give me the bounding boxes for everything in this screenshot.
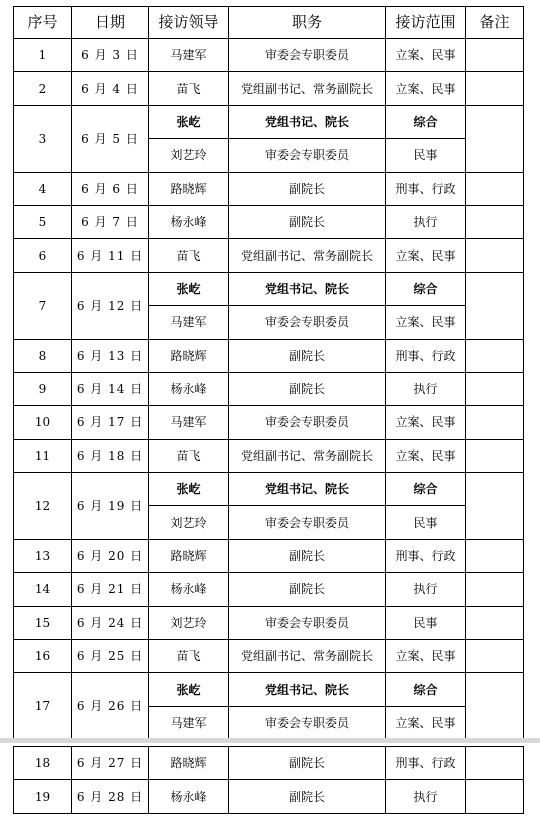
leader-cell: 路晓辉 [149,339,229,372]
scope-cell: 立案、民事 [386,39,466,72]
scope-cell: 立案、民事 [386,439,466,472]
seq-cell: 5 [14,205,72,238]
scope-cell: 综合 [386,673,466,706]
leader-cell: 苗飞 [149,640,229,673]
seq-cell: 16 [14,640,72,673]
remarks-cell [466,640,524,673]
remarks-cell [466,339,524,372]
table-row [14,339,524,372]
remarks-cell [466,439,524,472]
title-cell: 审委会专职委员 [229,506,386,539]
remarks-cell [466,172,524,205]
table-row [14,172,524,205]
table-row [14,673,524,706]
date-cell: 6 月 4 日 [72,72,149,105]
table-row [14,747,524,780]
date-cell: 6 月 28 日 [72,780,149,813]
table-row [14,105,524,138]
title-cell: 副院长 [229,372,386,405]
remarks-cell [466,105,524,172]
table-row [14,439,524,472]
date-cell: 6 月 5 日 [72,105,149,172]
date-cell: 6 月 11 日 [72,239,149,272]
header-title: 职务 [229,7,386,39]
seq-cell: 8 [14,339,72,372]
seq-cell: 4 [14,172,72,205]
remarks-cell [466,539,524,572]
page-break-divider [0,738,540,743]
seq-cell: 12 [14,473,72,540]
header-row [14,7,524,39]
date-cell: 6 月 17 日 [72,406,149,439]
header-date: 日期 [72,7,149,39]
date-cell: 6 月 3 日 [72,39,149,72]
header-remarks: 备注 [466,7,524,39]
scope-cell: 综合 [386,272,466,305]
leader-cell: 刘艺玲 [149,139,229,172]
date-cell: 6 月 18 日 [72,439,149,472]
remarks-cell [466,606,524,639]
table-row [14,406,524,439]
title-cell: 副院长 [229,339,386,372]
title-cell: 党组书记、院长 [229,105,386,138]
scope-cell: 立案、民事 [386,306,466,339]
scope-cell: 立案、民事 [386,72,466,105]
scope-cell: 民事 [386,506,466,539]
seq-cell: 9 [14,372,72,405]
table-row [14,372,524,405]
seq-cell: 3 [14,105,72,172]
date-cell: 6 月 14 日 [72,372,149,405]
title-cell: 党组书记、院长 [229,673,386,706]
remarks-cell [466,573,524,606]
seq-cell: 11 [14,439,72,472]
seq-cell: 17 [14,673,72,740]
leader-cell: 苗飞 [149,72,229,105]
scope-cell: 执行 [386,573,466,606]
leader-cell: 杨永峰 [149,780,229,813]
leader-cell: 路晓辉 [149,747,229,780]
title-cell: 党组副书记、常务副院长 [229,439,386,472]
date-cell: 6 月 26 日 [72,673,149,740]
remarks-cell [466,39,524,72]
title-cell: 副院长 [229,573,386,606]
title-cell: 副院长 [229,172,386,205]
table-row [14,640,524,673]
remarks-cell [466,272,524,339]
remarks-cell [466,406,524,439]
scope-cell: 民事 [386,606,466,639]
seq-cell: 18 [14,747,72,780]
schedule-table [13,6,524,740]
date-cell: 6 月 13 日 [72,339,149,372]
title-cell: 党组书记、院长 [229,272,386,305]
title-cell: 审委会专职委员 [229,139,386,172]
leader-cell: 张屹 [149,673,229,706]
leader-cell: 马建军 [149,706,229,739]
title-cell: 审委会专职委员 [229,406,386,439]
leader-cell: 杨永峰 [149,372,229,405]
title-cell: 党组书记、院长 [229,473,386,506]
seq-cell: 6 [14,239,72,272]
seq-cell: 7 [14,272,72,339]
table-row [14,239,524,272]
title-cell: 审委会专职委员 [229,39,386,72]
remarks-cell [466,72,524,105]
remarks-cell [466,239,524,272]
remarks-cell [466,473,524,540]
scope-cell: 立案、民事 [386,706,466,739]
scope-cell: 立案、民事 [386,640,466,673]
table-row [14,539,524,572]
leader-cell: 杨永峰 [149,573,229,606]
table-row [14,205,524,238]
seq-cell: 15 [14,606,72,639]
date-cell: 6 月 20 日 [72,539,149,572]
schedule-table-continued [13,746,524,814]
leader-cell: 路晓辉 [149,539,229,572]
table-row [14,39,524,72]
leader-cell: 马建军 [149,39,229,72]
seq-cell: 10 [14,406,72,439]
title-cell: 副院长 [229,747,386,780]
seq-cell: 2 [14,72,72,105]
leader-cell: 马建军 [149,406,229,439]
table-row [14,780,524,813]
seq-cell: 19 [14,780,72,813]
leader-cell: 刘艺玲 [149,506,229,539]
scope-cell: 刑事、行政 [386,539,466,572]
leader-cell: 张屹 [149,105,229,138]
scope-cell: 立案、民事 [386,406,466,439]
table-row [14,72,524,105]
scope-cell: 刑事、行政 [386,339,466,372]
date-cell: 6 月 25 日 [72,640,149,673]
scope-cell: 立案、民事 [386,239,466,272]
scope-cell: 刑事、行政 [386,747,466,780]
remarks-cell [466,673,524,740]
title-cell: 审委会专职委员 [229,306,386,339]
seq-cell: 14 [14,573,72,606]
table-row [14,473,524,506]
date-cell: 6 月 19 日 [72,473,149,540]
remarks-cell [466,372,524,405]
date-cell: 6 月 24 日 [72,606,149,639]
scope-cell: 执行 [386,780,466,813]
leader-cell: 苗飞 [149,439,229,472]
leader-cell: 路晓辉 [149,172,229,205]
title-cell: 审委会专职委员 [229,606,386,639]
table-row [14,573,524,606]
remarks-cell [466,780,524,813]
scope-cell: 综合 [386,473,466,506]
date-cell: 6 月 6 日 [72,172,149,205]
title-cell: 审委会专职委员 [229,706,386,739]
scope-cell: 综合 [386,105,466,138]
scope-cell: 执行 [386,205,466,238]
remarks-cell [466,747,524,780]
title-cell: 副院长 [229,539,386,572]
scope-cell: 执行 [386,372,466,405]
title-cell: 副院长 [229,780,386,813]
header-scope: 接访范围 [386,7,466,39]
leader-cell: 杨永峰 [149,205,229,238]
date-cell: 6 月 21 日 [72,573,149,606]
date-cell: 6 月 27 日 [72,747,149,780]
table-row [14,606,524,639]
date-cell: 6 月 12 日 [72,272,149,339]
title-cell: 副院长 [229,205,386,238]
seq-cell: 13 [14,539,72,572]
title-cell: 党组副书记、常务副院长 [229,72,386,105]
seq-cell: 1 [14,39,72,72]
leader-cell: 苗飞 [149,239,229,272]
title-cell: 党组副书记、常务副院长 [229,640,386,673]
remarks-cell [466,205,524,238]
scope-cell: 刑事、行政 [386,172,466,205]
leader-cell: 马建军 [149,306,229,339]
table-row [14,272,524,305]
date-cell: 6 月 7 日 [72,205,149,238]
scope-cell: 民事 [386,139,466,172]
leader-cell: 张屹 [149,473,229,506]
leader-cell: 刘艺玲 [149,606,229,639]
title-cell: 党组副书记、常务副院长 [229,239,386,272]
header-seq: 序号 [14,7,72,39]
leader-cell: 张屹 [149,272,229,305]
header-leader: 接访领导 [149,7,229,39]
